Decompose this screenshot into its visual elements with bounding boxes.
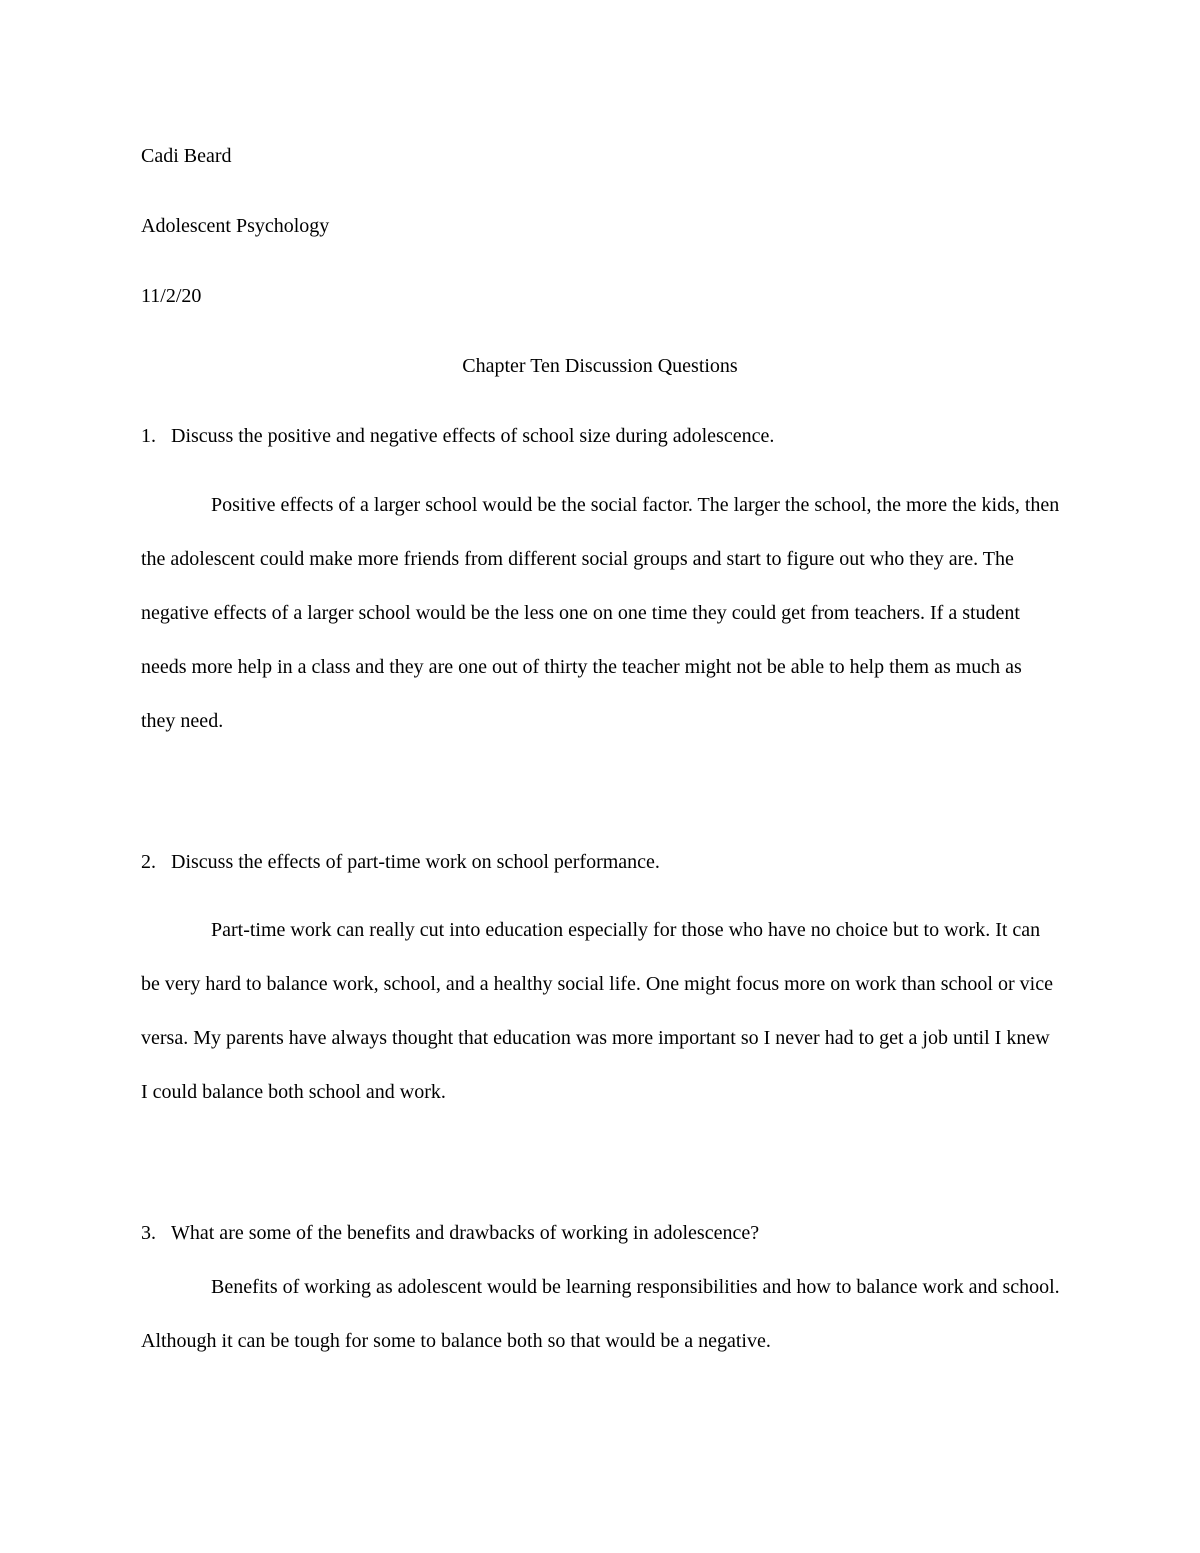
question-prompt: Discuss the positive and negative effects of school size during adolescence. — [171, 425, 775, 447]
question-number: 3. — [141, 1222, 156, 1244]
answer-1: Positive effects of a larger school would be the social factor. The larger the school, the more the kids, then the adolescent could make more friends from different social groups and start to figure out who they are. The negative effects of a larger school would be the less one on one time they could get from teachers. If a student needs more help in a class and they are one out of thirty the teacher might not be able to help them as much as they need. — [141, 494, 1060, 732]
document-date: 11/2/20 — [141, 285, 202, 307]
question-prompt: What are some of the benefits and drawbacks of working in adolescence? — [171, 1222, 760, 1244]
question-number: 1. — [141, 425, 156, 447]
page-title: Chapter Ten Discussion Questions — [462, 355, 738, 377]
course-name: Adolescent Psychology — [141, 215, 330, 237]
question-1 — [141, 424, 774, 448]
question-prompt: Discuss the effects of part-time work on school performance. — [171, 851, 660, 873]
question-2 — [141, 850, 660, 874]
author-name: Cadi Beard — [141, 145, 232, 167]
question-number: 2. — [141, 851, 156, 873]
question-3 — [141, 1221, 759, 1245]
answer-2: Part-time work can really cut into education especially for those who have no choice but to work. It can be very hard to balance work, school, and a healthy social life. One might focus more on work than school or vice versa. My parents have always thought that education was more important so I never had to get a job until I knew I could balance both school and work. — [141, 919, 1053, 1103]
answer-3: Benefits of working as adolescent would be learning responsibilities and how to balance work and school. Although it can be tough for some to balance both so that would be a negative. — [141, 1276, 1060, 1352]
